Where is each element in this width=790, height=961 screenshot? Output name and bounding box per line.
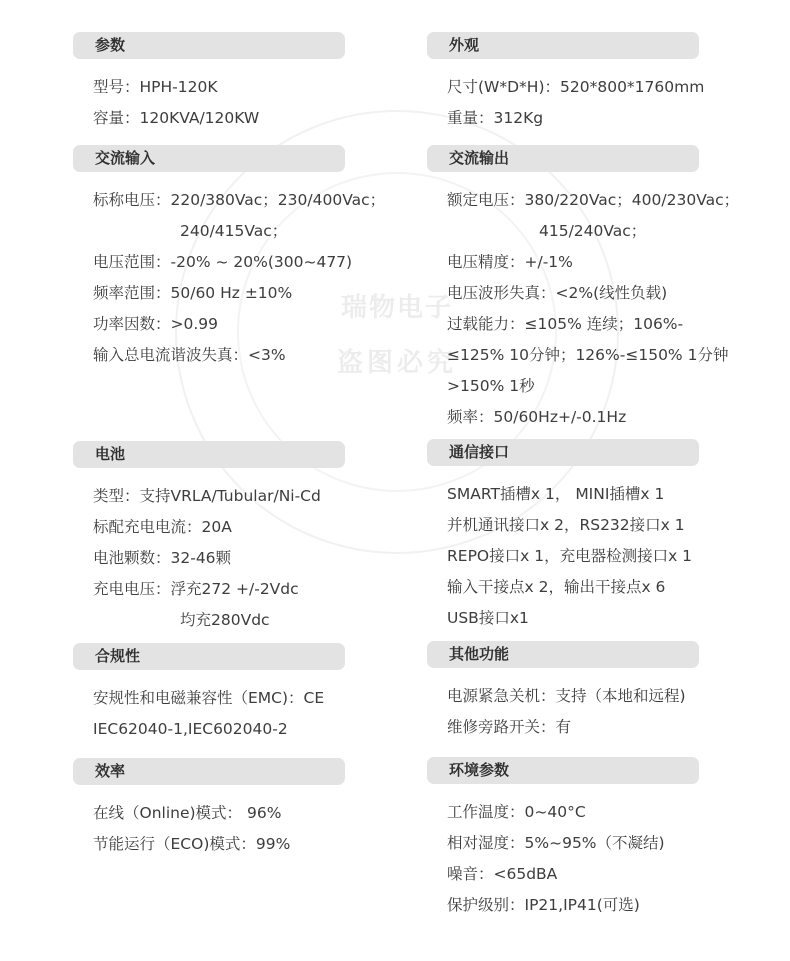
section-rows [427, 681, 757, 743]
section-header: 参数 [73, 32, 345, 59]
spec-row: 频率：50/60Hz+/-0.1Hz [447, 408, 627, 426]
section-rows [427, 185, 757, 433]
section-header: 电池 [73, 441, 345, 468]
section-header: 合规性 [73, 643, 345, 670]
spec-row: 电压波形失真：<2%(线性负载) [447, 284, 668, 302]
section-appearance [427, 32, 757, 134]
spec-row: 尺寸(W*D*H)：520*800*1760mm [447, 78, 705, 96]
section-ac-input [73, 145, 403, 371]
spec-row: >150% 1秒 [447, 377, 535, 395]
section-rows [73, 185, 403, 371]
section-header: 交流输出 [427, 145, 699, 172]
spec-row: 相对湿度：5%~95%（不凝结) [447, 834, 665, 852]
spec-row: 容量：120KVA/120KW [93, 109, 260, 127]
spec-row: 维修旁路开关：有 [447, 718, 572, 736]
spec-row: ≤125% 10分钟；126%-≤150% 1分钟 [447, 346, 729, 364]
spec-row: 节能运行（ECO)模式：99% [93, 835, 291, 853]
section-ac-output [427, 145, 757, 433]
watermark-text: 瑞物电子 [340, 293, 453, 323]
spec-row: REPO接口x 1，充电器检测接口x 1 [447, 547, 693, 565]
section-params [73, 32, 403, 134]
spec-row: 标称电压：220/380Vac；230/400Vac； [93, 191, 386, 209]
section-communication [427, 439, 757, 634]
spec-row: 电池颗数：32-46颗 [93, 549, 232, 567]
spec-row: IEC62040-1,IEC602040-2 [93, 720, 288, 738]
section-efficiency [73, 758, 403, 860]
section-header: 交流输入 [73, 145, 345, 172]
section-rows [73, 481, 403, 636]
spec-row: 电压范围：-20% ~ 20%(300~477) [93, 253, 353, 271]
spec-row: 电压精度：+/-1% [447, 253, 573, 271]
spec-row: 安规性和电磁兼容性（EMC)：CE [93, 689, 325, 707]
section-compliance [73, 643, 403, 745]
section-header: 效率 [73, 758, 345, 785]
spec-row: 噪音：<65dBA [447, 865, 558, 883]
spec-row: 额定电压：380/220Vac；400/230Vac； [447, 191, 740, 209]
spec-row: SMART插槽x 1， MINI插槽x 1 [447, 485, 665, 503]
spec-row: 标配充电电流：20A [93, 518, 232, 536]
spec-row: USB接口x1 [447, 609, 529, 627]
section-rows [73, 798, 403, 860]
spec-row: 240/415Vac； [180, 222, 288, 240]
section-header: 通信接口 [427, 439, 699, 466]
spec-row: 415/240Vac； [539, 222, 647, 240]
spec-row: 过载能力：≤105% 连续；106%- [447, 315, 684, 333]
spec-row: 均充280Vdc [180, 611, 270, 629]
spec-row: 输入干接点x 2，输出干接点x 6 [447, 578, 666, 596]
spec-row: 工作温度：0~40°C [447, 803, 586, 821]
watermark-text: 盗图必究 [336, 348, 457, 378]
spec-row: 并机通讯接口x 2，RS232接口x 1 [447, 516, 685, 534]
section-rows [427, 479, 757, 634]
section-header: 外观 [427, 32, 699, 59]
spec-row: 在线（Online)模式： 96% [93, 804, 282, 822]
section-rows [73, 72, 403, 134]
spec-row: 功率因数：>0.99 [93, 315, 218, 333]
section-other-functions [427, 641, 757, 743]
section-environment [427, 757, 757, 921]
spec-row: 充电电压：浮充272 +/-2Vdc [93, 580, 299, 598]
spec-row: 输入总电流谐波失真：<3% [93, 346, 286, 364]
spec-row: 重量：312Kg [447, 109, 544, 127]
spec-row: 频率范围：50/60 Hz ±10% [93, 284, 293, 302]
spec-row: 保护级别：IP21,IP41(可选) [447, 896, 640, 914]
section-rows [73, 683, 403, 745]
section-rows [427, 72, 757, 134]
section-rows [427, 797, 757, 921]
spec-row: 型号：HPH-120K [93, 78, 218, 96]
section-header: 其他功能 [427, 641, 699, 668]
spec-row: 电源紧急关机：支持（本地和远程) [447, 687, 686, 705]
section-battery [73, 441, 403, 636]
section-header: 环境参数 [427, 757, 699, 784]
spec-row: 类型：支持VRLA/Tubular/Ni-Cd [93, 487, 321, 505]
